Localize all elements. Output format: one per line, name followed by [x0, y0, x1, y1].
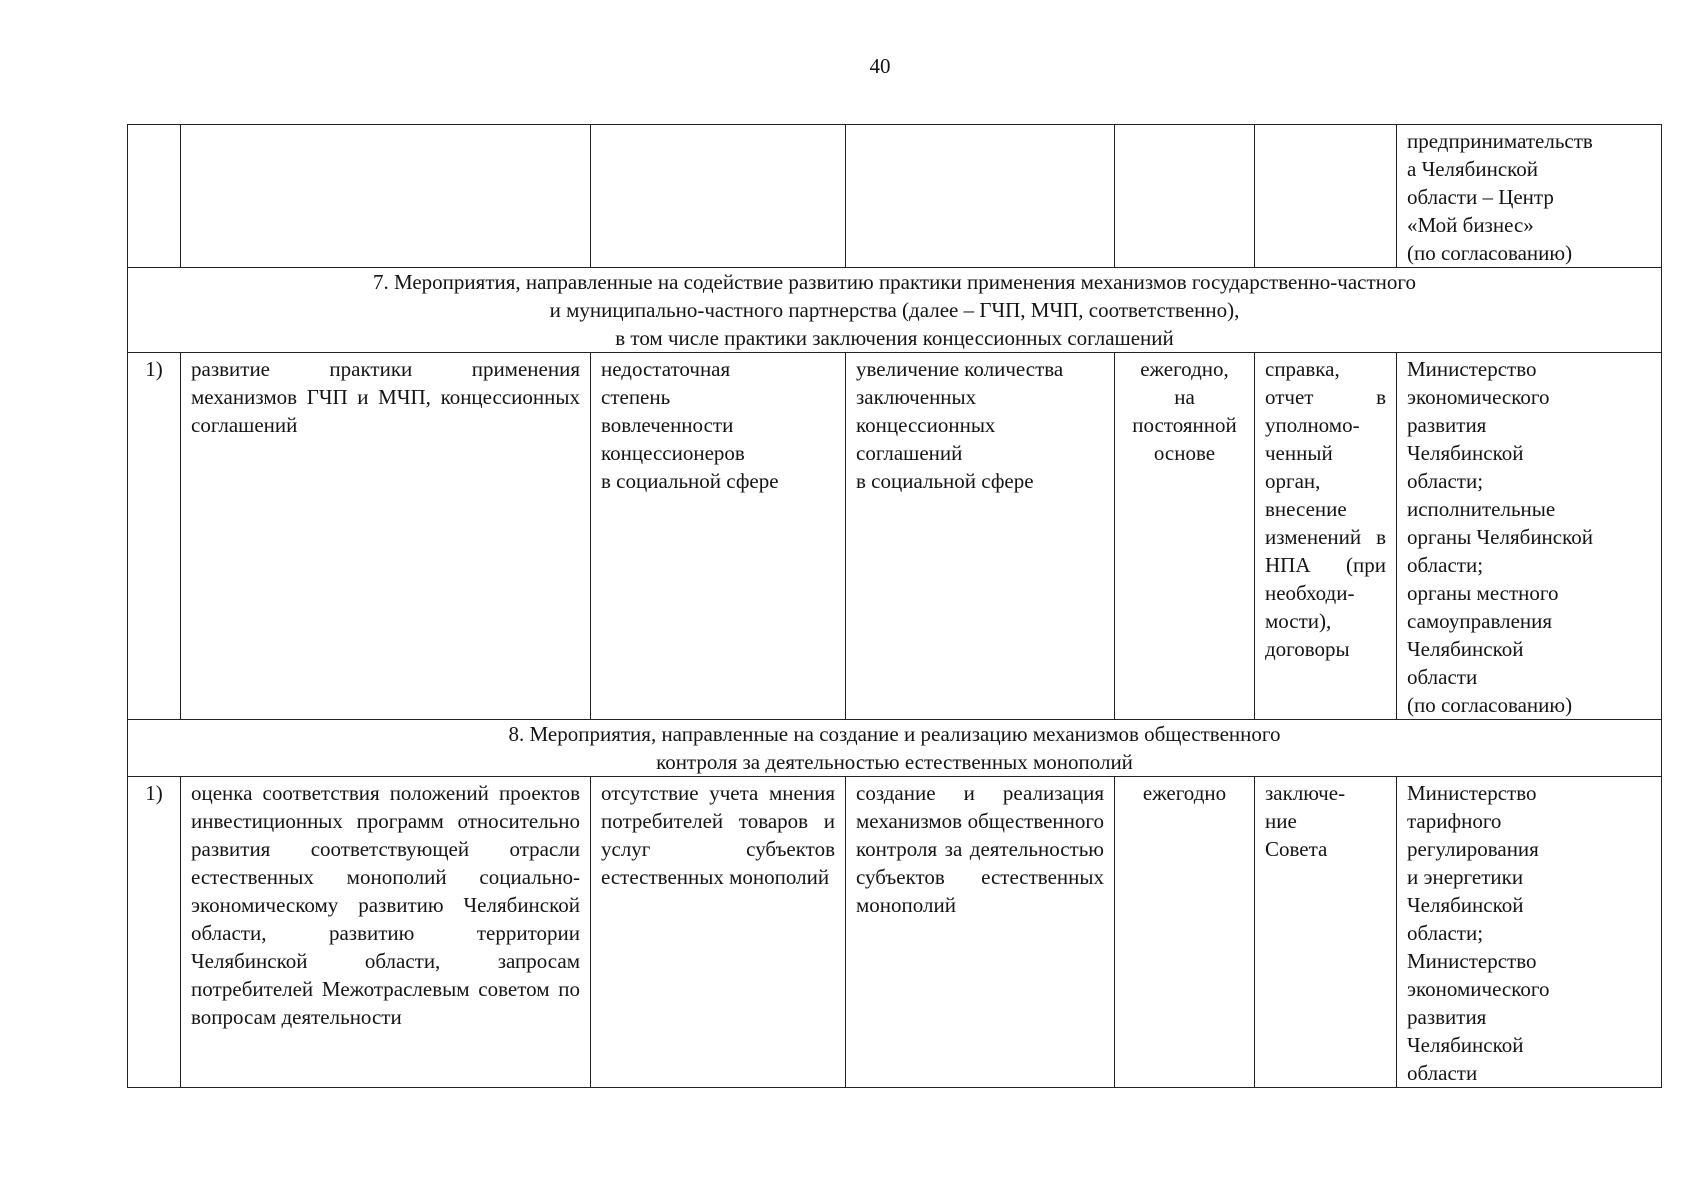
cell-number: [128, 125, 181, 268]
table-row-continuation: [128, 125, 1662, 268]
cell-document: [1255, 777, 1397, 1088]
cell-responsible: [1397, 353, 1662, 720]
problem-text: недостаточная степень вовлеченности концессионеров в социальной сфере: [601, 357, 779, 493]
measures-table: [127, 124, 1662, 1088]
cell-problem: [591, 353, 846, 720]
page-number: 40: [869, 54, 891, 78]
cell-measure: оценка соответствия положений проектов инвестиционных программ относительно развития соответствующей отрасли естественных монополий социально-экономическому развитию Челябинской области, развитию территории Челябинской области, запросам потребителей Межотраслевым советом по вопросам деятельности: [181, 777, 591, 1088]
section-title: [128, 720, 1662, 777]
cell-deadline: ежегодно: [1115, 777, 1255, 1088]
responsible-text: предпринимательств а Челябинской области – Центр «Мой бизнес» (по согласованию): [1407, 129, 1593, 265]
responsible-text: Министерство тарифного регулирования и энергетики Челябинской области; Министерство экономического развития Челябинской области: [1407, 781, 1550, 1085]
cell-document: справка, отчет в уполномо-ченный орган, внесение изменений в НПА (при необходи-мости), договоры: [1255, 353, 1397, 720]
section-header-row: [128, 268, 1662, 353]
deadline-text: ежегодно, на постоянной основе: [1132, 357, 1237, 465]
cell-result: [846, 125, 1115, 268]
section-8-title: 8. Мероприятия, направленные на создание и реализацию механизмов общественного контроля за деятельностью естественных монополий: [508, 722, 1281, 774]
document-text: заключе- ние Совета: [1265, 781, 1346, 861]
section-header-row: [128, 720, 1662, 777]
cell-deadline: [1115, 353, 1255, 720]
cell-result: [846, 353, 1115, 720]
section-7-title: 7. Мероприятия, направленные на содействие развитию практики применения механизмов государственно-частного и муниципально-частного партнерства (далее – ГЧП, МЧП, соответственно), в том числе практики заключения концессионных соглашений: [372, 270, 1417, 350]
cell-measure: [181, 125, 591, 268]
section-title: [128, 268, 1662, 353]
cell-problem: отсутствие учета мнения потребителей товаров и услуг субъектов естественных монополий: [591, 777, 846, 1088]
cell-number: 1): [128, 777, 181, 1088]
cell-responsible: [1397, 777, 1662, 1088]
cell-document: [1255, 125, 1397, 268]
cell-measure: развитие практики применения механизмов ГЧП и МЧП, концессионных соглашений: [181, 353, 591, 720]
responsible-text: Министерство экономического развития Челябинской области; исполнительные органы Челябинской области; органы местного самоуправления Челябинской области (по согласованию): [1407, 357, 1593, 717]
table-row: [128, 353, 1662, 720]
result-text: увеличение количества заключенных концессионных соглашений в социальной сфере: [856, 357, 1064, 493]
cell-problem: [591, 125, 846, 268]
cell-number: 1): [128, 353, 181, 720]
cell-responsible: [1397, 125, 1662, 268]
cell-result: создание и реализация механизмов общественного контроля за деятельностью субъектов естественных монополий: [846, 777, 1115, 1088]
cell-deadline: [1115, 125, 1255, 268]
table-row: [128, 777, 1662, 1088]
